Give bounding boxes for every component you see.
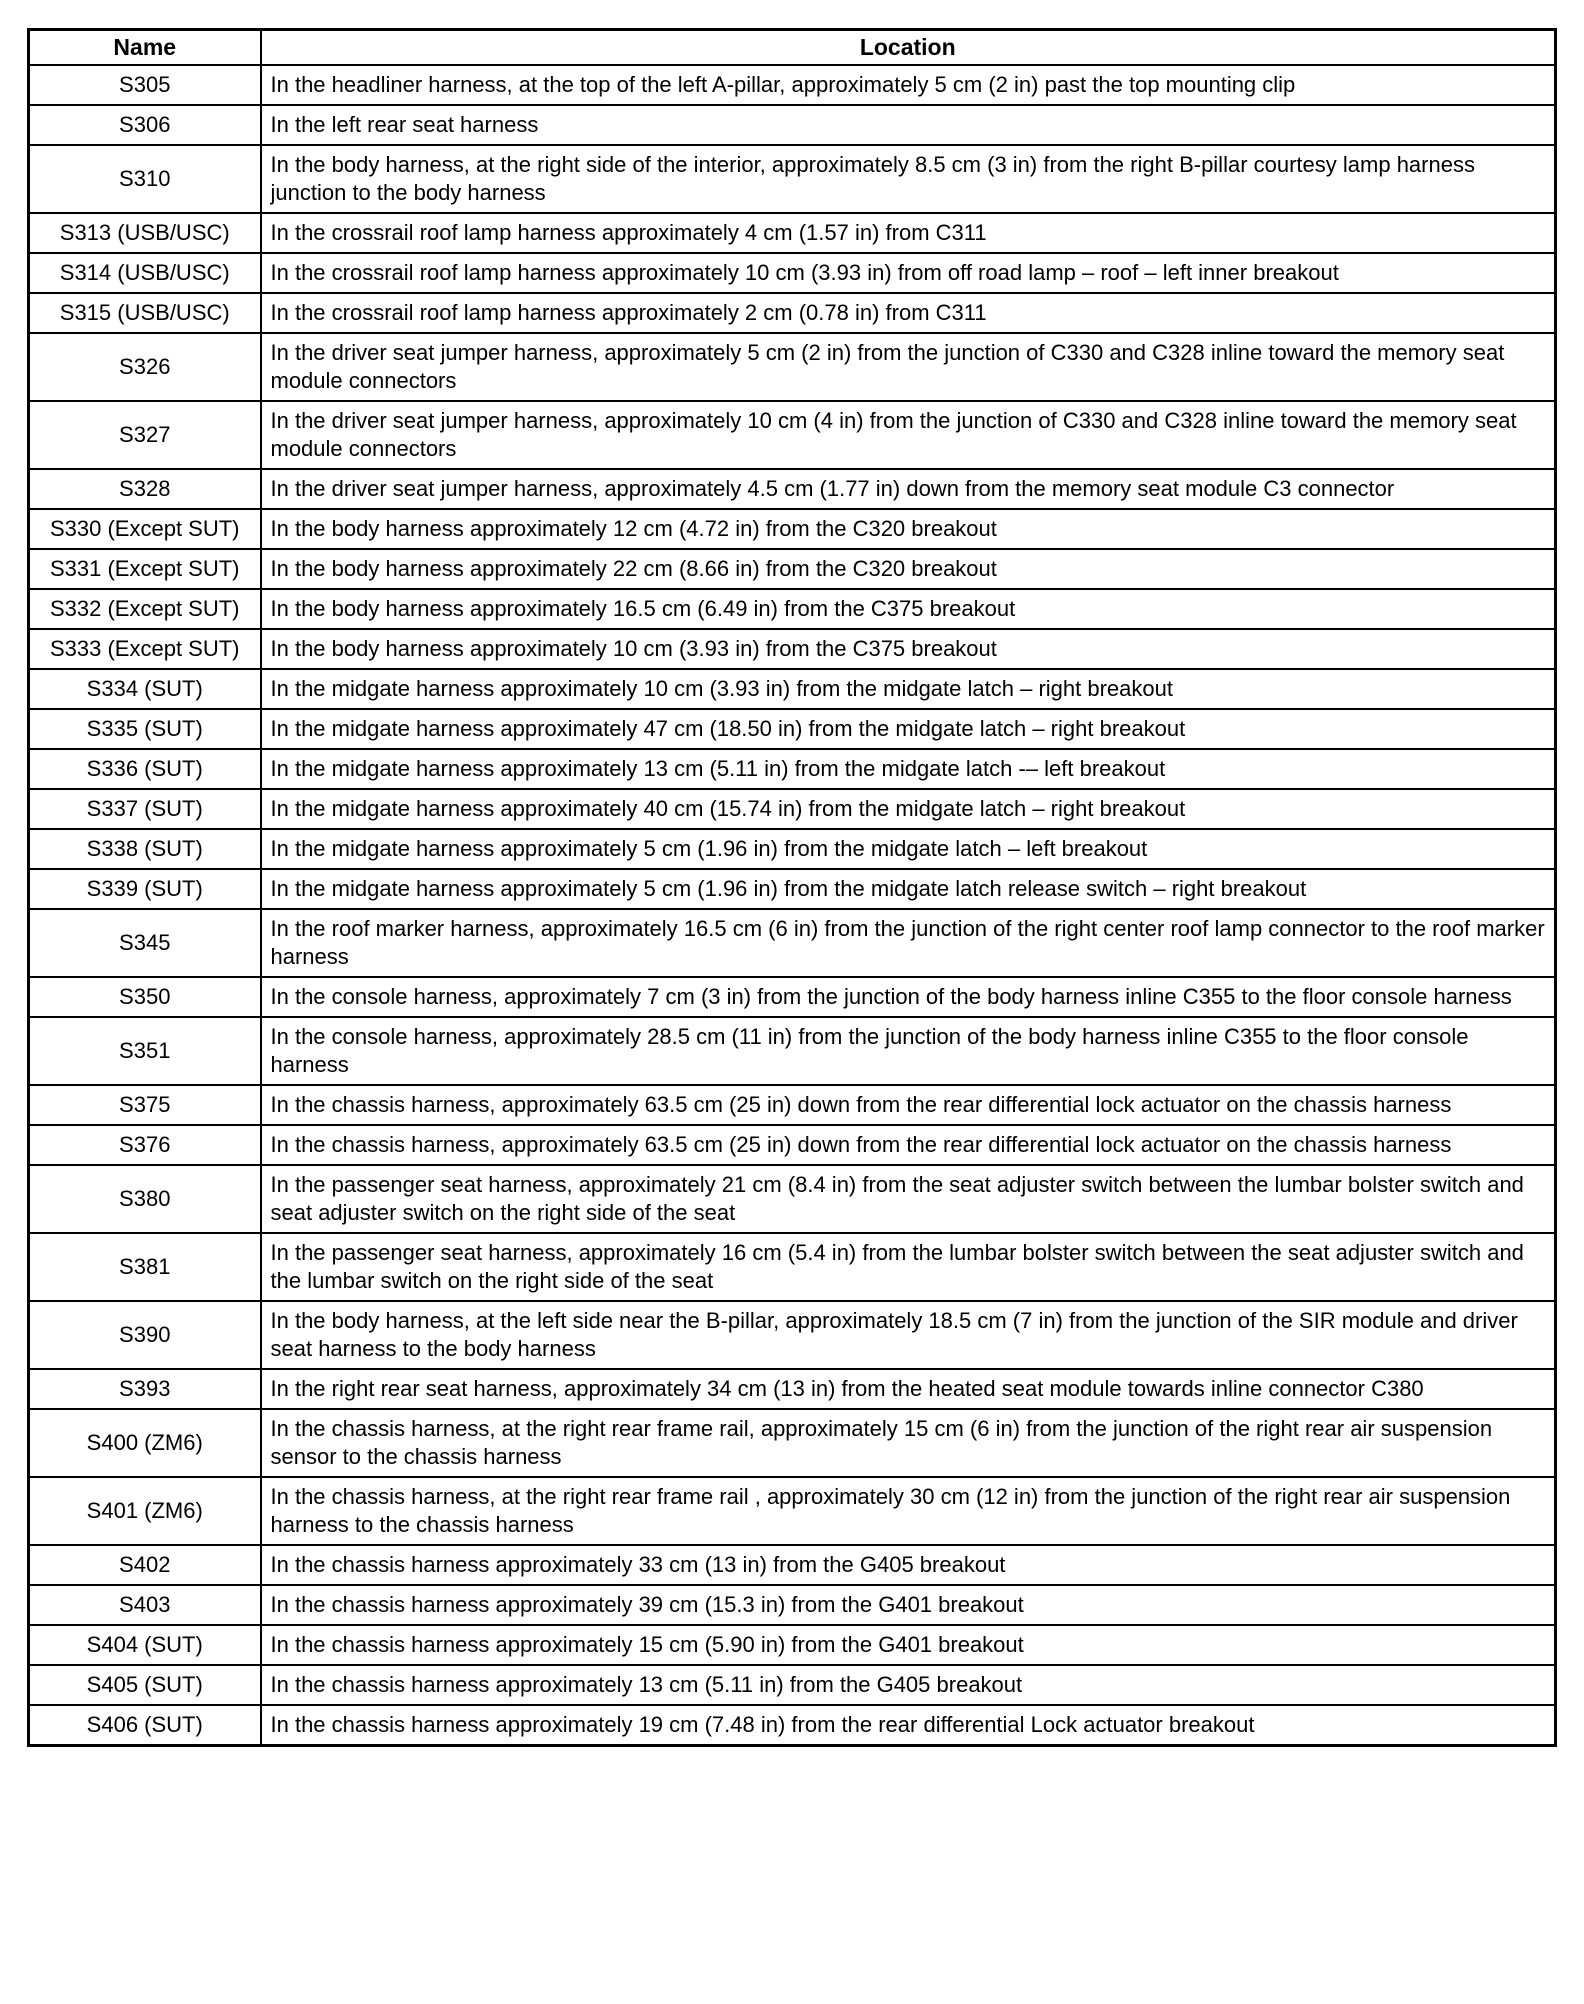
table-row bbox=[29, 253, 1556, 293]
splice-location-cell: In the body harness approximately 16.5 cm (6.49 in) from the C375 breakout bbox=[261, 589, 1556, 629]
splice-location-cell: In the body harness approximately 10 cm (3.93 in) from the C375 breakout bbox=[261, 629, 1556, 669]
table-row bbox=[29, 469, 1556, 509]
splice-location-cell: In the crossrail roof lamp harness approximately 2 cm (0.78 in) from C311 bbox=[261, 293, 1556, 333]
splice-name-cell: S315 (USB/USC) bbox=[29, 293, 261, 333]
splice-location-cell: In the chassis harness, at the right rear frame rail, approximately 15 cm (6 in) from the junction of the right rear air suspension sensor to the chassis harness bbox=[261, 1409, 1556, 1477]
splice-location-cell: In the crossrail roof lamp harness approximately 4 cm (1.57 in) from C311 bbox=[261, 213, 1556, 253]
table-row bbox=[29, 789, 1556, 829]
splice-location-cell: In the body harness approximately 12 cm (4.72 in) from the C320 breakout bbox=[261, 509, 1556, 549]
column-header-location: Location bbox=[261, 30, 1556, 66]
splice-location-cell: In the crossrail roof lamp harness approximately 10 cm (3.93 in) from off road lamp – roof – left inner breakout bbox=[261, 253, 1556, 293]
table-row bbox=[29, 909, 1556, 977]
splice-name-cell: S332 (Except SUT) bbox=[29, 589, 261, 629]
splice-name-cell: S393 bbox=[29, 1369, 261, 1409]
splice-name-cell: S330 (Except SUT) bbox=[29, 509, 261, 549]
table-row bbox=[29, 589, 1556, 629]
splice-location-cell: In the right rear seat harness, approximately 34 cm (13 in) from the heated seat module towards inline connector C380 bbox=[261, 1369, 1556, 1409]
header-row bbox=[29, 30, 1556, 66]
splice-location-cell: In the chassis harness approximately 33 cm (13 in) from the G405 breakout bbox=[261, 1545, 1556, 1585]
splice-name-cell: S350 bbox=[29, 977, 261, 1017]
table-row bbox=[29, 669, 1556, 709]
splice-name-cell: S404 (SUT) bbox=[29, 1625, 261, 1665]
splice-name-cell: S314 (USB/USC) bbox=[29, 253, 261, 293]
splice-name-cell: S326 bbox=[29, 333, 261, 401]
splice-name-cell: S338 (SUT) bbox=[29, 829, 261, 869]
splice-name-cell: S380 bbox=[29, 1165, 261, 1233]
splice-name-cell: S336 (SUT) bbox=[29, 749, 261, 789]
table-row bbox=[29, 829, 1556, 869]
splice-location-cell: In the passenger seat harness, approximately 21 cm (8.4 in) from the seat adjuster switch between the lumbar bolster switch and seat adjuster switch on the right side of the seat bbox=[261, 1165, 1556, 1233]
splice-name-cell: S334 (SUT) bbox=[29, 669, 261, 709]
table-row bbox=[29, 105, 1556, 145]
splice-name-cell: S375 bbox=[29, 1085, 261, 1125]
splice-location-cell: In the roof marker harness, approximately 16.5 cm (6 in) from the junction of the right center roof lamp connector to the roof marker harness bbox=[261, 909, 1556, 977]
splice-name-cell: S405 (SUT) bbox=[29, 1665, 261, 1705]
splice-location-cell: In the midgate harness approximately 47 cm (18.50 in) from the midgate latch – right breakout bbox=[261, 709, 1556, 749]
splice-location-cell: In the console harness, approximately 28.5 cm (11 in) from the junction of the body harness inline C355 to the floor console harness bbox=[261, 1017, 1556, 1085]
table-row bbox=[29, 977, 1556, 1017]
table-row bbox=[29, 1545, 1556, 1585]
splice-name-cell: S333 (Except SUT) bbox=[29, 629, 261, 669]
table-row bbox=[29, 1705, 1556, 1746]
splice-name-cell: S331 (Except SUT) bbox=[29, 549, 261, 589]
table-row bbox=[29, 869, 1556, 909]
table-row bbox=[29, 401, 1556, 469]
splice-name-cell: S403 bbox=[29, 1585, 261, 1625]
table-row bbox=[29, 1017, 1556, 1085]
splice-location-cell: In the body harness approximately 22 cm (8.66 in) from the C320 breakout bbox=[261, 549, 1556, 589]
table-row bbox=[29, 1301, 1556, 1369]
table-row bbox=[29, 1369, 1556, 1409]
splice-name-cell: S406 (SUT) bbox=[29, 1705, 261, 1746]
splice-location-cell: In the driver seat jumper harness, approximately 10 cm (4 in) from the junction of C330 and C328 inline toward the memory seat module connectors bbox=[261, 401, 1556, 469]
table-row bbox=[29, 629, 1556, 669]
table-row bbox=[29, 709, 1556, 749]
splice-location-table bbox=[27, 28, 1557, 1747]
table-row bbox=[29, 1585, 1556, 1625]
splice-location-cell: In the driver seat jumper harness, approximately 5 cm (2 in) from the junction of C330 and C328 inline toward the memory seat module connectors bbox=[261, 333, 1556, 401]
splice-name-cell: S345 bbox=[29, 909, 261, 977]
table-row bbox=[29, 1625, 1556, 1665]
table-row bbox=[29, 1665, 1556, 1705]
splice-location-cell: In the body harness, at the left side near the B-pillar, approximately 18.5 cm (7 in) from the junction of the SIR module and driver seat harness to the body harness bbox=[261, 1301, 1556, 1369]
splice-location-cell: In the chassis harness approximately 15 cm (5.90 in) from the G401 breakout bbox=[261, 1625, 1556, 1665]
splice-name-cell: S402 bbox=[29, 1545, 261, 1585]
table-row bbox=[29, 1125, 1556, 1165]
splice-name-cell: S400 (ZM6) bbox=[29, 1409, 261, 1477]
splice-location-cell: In the chassis harness, at the right rear frame rail , approximately 30 cm (12 in) from the junction of the right rear air suspension harness to the chassis harness bbox=[261, 1477, 1556, 1545]
table-row bbox=[29, 293, 1556, 333]
splice-name-cell: S339 (SUT) bbox=[29, 869, 261, 909]
splice-location-cell: In the left rear seat harness bbox=[261, 105, 1556, 145]
table-row bbox=[29, 549, 1556, 589]
table-row bbox=[29, 749, 1556, 789]
splice-location-cell: In the body harness, at the right side of the interior, approximately 8.5 cm (3 in) from the right B-pillar courtesy lamp harness junction to the body harness bbox=[261, 145, 1556, 213]
splice-location-cell: In the midgate harness approximately 10 cm (3.93 in) from the midgate latch – right breakout bbox=[261, 669, 1556, 709]
splice-location-cell: In the console harness, approximately 7 cm (3 in) from the junction of the body harness inline C355 to the floor console harness bbox=[261, 977, 1556, 1017]
table-row bbox=[29, 333, 1556, 401]
splice-name-cell: S328 bbox=[29, 469, 261, 509]
splice-location-cell: In the midgate harness approximately 40 cm (15.74 in) from the midgate latch – right breakout bbox=[261, 789, 1556, 829]
splice-name-cell: S310 bbox=[29, 145, 261, 213]
splice-location-cell: In the chassis harness, approximately 63.5 cm (25 in) down from the rear differential lock actuator on the chassis harness bbox=[261, 1085, 1556, 1125]
table-row bbox=[29, 145, 1556, 213]
table-body bbox=[29, 65, 1556, 1746]
splice-name-cell: S327 bbox=[29, 401, 261, 469]
splice-location-cell: In the driver seat jumper harness, approximately 4.5 cm (1.77 in) down from the memory seat module C3 connector bbox=[261, 469, 1556, 509]
splice-name-cell: S306 bbox=[29, 105, 261, 145]
table-row bbox=[29, 1165, 1556, 1233]
splice-name-cell: S305 bbox=[29, 65, 261, 105]
splice-location-cell: In the chassis harness approximately 19 cm (7.48 in) from the rear differential Lock actuator breakout bbox=[261, 1705, 1556, 1746]
column-header-name: Name bbox=[29, 30, 261, 66]
splice-location-cell: In the chassis harness approximately 39 cm (15.3 in) from the G401 breakout bbox=[261, 1585, 1556, 1625]
splice-name-cell: S381 bbox=[29, 1233, 261, 1301]
table-row bbox=[29, 1477, 1556, 1545]
splice-name-cell: S335 (SUT) bbox=[29, 709, 261, 749]
splice-name-cell: S337 (SUT) bbox=[29, 789, 261, 829]
splice-location-cell: In the headliner harness, at the top of the left A-pillar, approximately 5 cm (2 in) past the top mounting clip bbox=[261, 65, 1556, 105]
splice-name-cell: S376 bbox=[29, 1125, 261, 1165]
splice-name-cell: S401 (ZM6) bbox=[29, 1477, 261, 1545]
table-row bbox=[29, 65, 1556, 105]
splice-location-cell: In the chassis harness, approximately 63.5 cm (25 in) down from the rear differential lock actuator on the chassis harness bbox=[261, 1125, 1556, 1165]
table-row bbox=[29, 1409, 1556, 1477]
table-row bbox=[29, 1085, 1556, 1125]
table-row bbox=[29, 509, 1556, 549]
splice-name-cell: S313 (USB/USC) bbox=[29, 213, 261, 253]
splice-name-cell: S351 bbox=[29, 1017, 261, 1085]
splice-name-cell: S390 bbox=[29, 1301, 261, 1369]
table-row bbox=[29, 1233, 1556, 1301]
splice-location-cell: In the midgate harness approximately 5 cm (1.96 in) from the midgate latch release switch – right breakout bbox=[261, 869, 1556, 909]
splice-location-cell: In the midgate harness approximately 5 cm (1.96 in) from the midgate latch – left breakout bbox=[261, 829, 1556, 869]
splice-location-cell: In the chassis harness approximately 13 cm (5.11 in) from the G405 breakout bbox=[261, 1665, 1556, 1705]
splice-location-cell: In the passenger seat harness, approximately 16 cm (5.4 in) from the lumbar bolster switch between the seat adjuster switch and the lumbar switch on the right side of the seat bbox=[261, 1233, 1556, 1301]
table-row bbox=[29, 213, 1556, 253]
splice-location-cell: In the midgate harness approximately 13 cm (5.11 in) from the midgate latch -– left breakout bbox=[261, 749, 1556, 789]
